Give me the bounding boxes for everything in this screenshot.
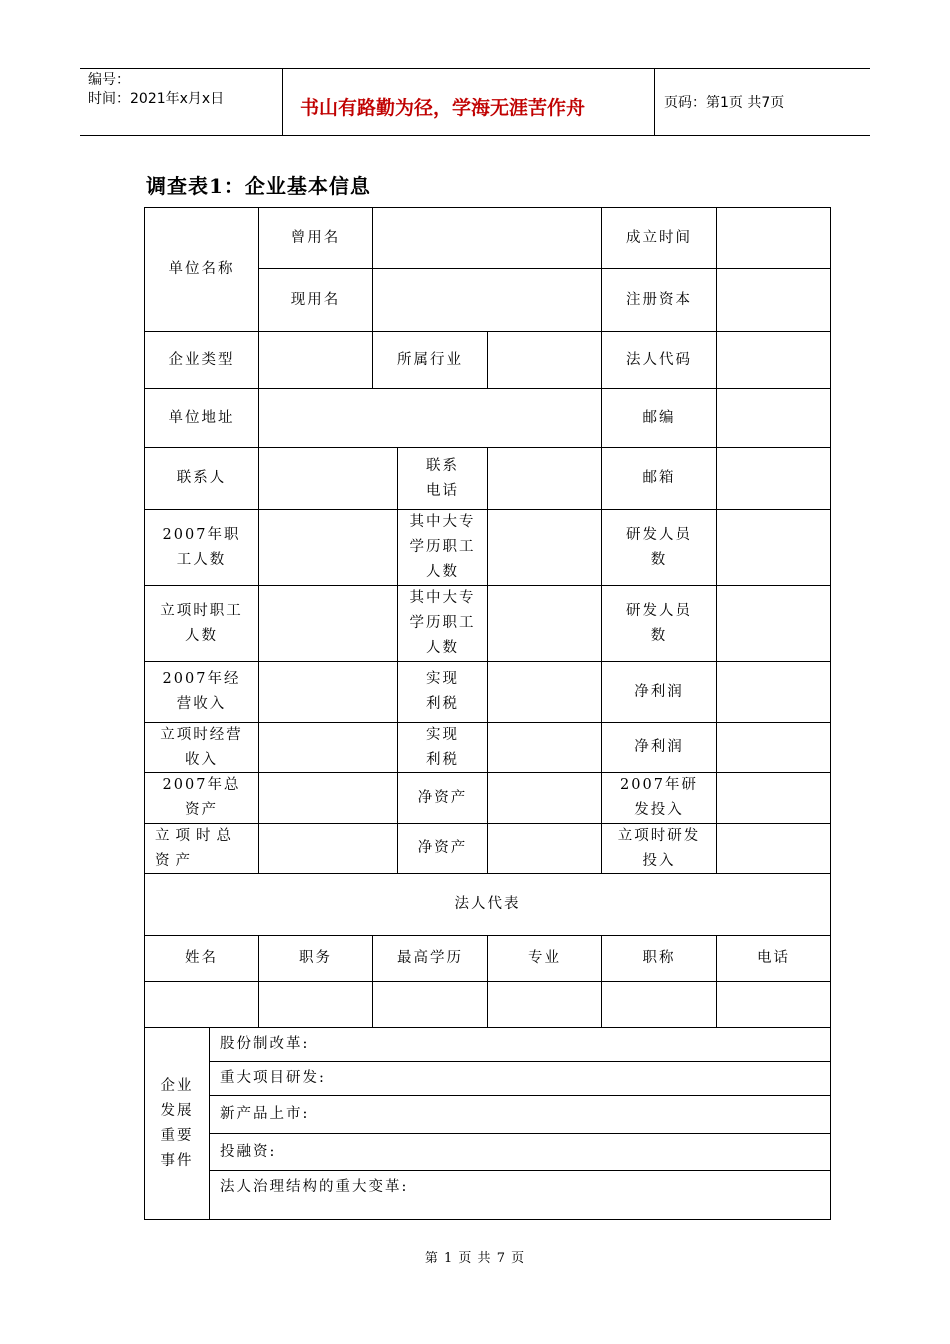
net-assets-2007-field[interactable]: [487, 772, 602, 824]
event-governance[interactable]: 法人治理结构的重大变革:: [209, 1170, 831, 1220]
time-label: 时间：2021年x月x日: [88, 91, 225, 107]
ent-type-field[interactable]: [258, 331, 373, 389]
page-info: 页码：第1页 共7页: [664, 95, 785, 111]
net-profit-2007-field[interactable]: [716, 661, 831, 723]
postcode-field[interactable]: [716, 388, 831, 448]
rep-position-field[interactable]: [258, 981, 373, 1028]
email-label: 邮箱: [601, 447, 717, 510]
college-staff-2007-label: 其中大专学历职工人数: [397, 509, 488, 586]
rd-invest-2007-field[interactable]: [716, 772, 831, 824]
rep-col-position: 职务: [258, 935, 373, 982]
rep-education-field[interactable]: [372, 981, 488, 1028]
assets-2007-field[interactable]: [258, 772, 398, 824]
net-profit-start-label: 净利润: [601, 722, 717, 773]
address-label: 单位地址: [144, 388, 259, 448]
rep-col-name: 姓名: [144, 935, 259, 982]
net-assets-start-field[interactable]: [487, 823, 602, 874]
net-assets-start-label: 净资产: [397, 823, 488, 874]
address-field[interactable]: [258, 388, 602, 448]
former-name-label: 曾用名: [258, 207, 373, 269]
ent-type-label: 企业类型: [144, 331, 259, 389]
rd-invest-start-field[interactable]: [716, 823, 831, 874]
rep-phone-field[interactable]: [716, 981, 831, 1028]
reg-capital-field[interactable]: [716, 268, 831, 332]
rep-col-phone: 电话: [716, 935, 831, 982]
net-profit-2007-label: 净利润: [601, 661, 717, 723]
assets-start-label: 立项时总资产: [144, 823, 259, 874]
revenue-2007-field[interactable]: [258, 661, 398, 723]
tax-2007-field[interactable]: [487, 661, 602, 723]
phone-label: 联系电话: [397, 447, 488, 510]
staff-2007-label: 2007年职工人数: [144, 509, 259, 586]
college-staff-start-field[interactable]: [487, 585, 602, 662]
assets-start-field[interactable]: [258, 823, 398, 874]
events-label: [144, 1027, 210, 1220]
staff-start-field[interactable]: [258, 585, 398, 662]
tax-start-label: 实现利税: [397, 722, 488, 773]
postcode-label: 邮编: [601, 388, 717, 448]
founded-label: 成立时间: [601, 207, 717, 269]
rep-major-field[interactable]: [487, 981, 602, 1028]
revenue-start-field[interactable]: [258, 722, 398, 773]
rd-staff-start-field[interactable]: [716, 585, 831, 662]
net-assets-2007-label: 净资产: [397, 772, 488, 824]
page-footer: 第 1 页 共 7 页: [424, 1251, 526, 1266]
revenue-2007-label: 2007年经营收入: [144, 661, 259, 723]
former-name-field[interactable]: [372, 207, 602, 269]
staff-2007-field[interactable]: [258, 509, 398, 586]
event-financing[interactable]: 投融资:: [209, 1133, 831, 1171]
rd-invest-start-label: 立项时研发投入: [601, 823, 717, 874]
header-divider-1: [282, 68, 283, 135]
contact-field[interactable]: [258, 447, 398, 510]
net-profit-start-field[interactable]: [716, 722, 831, 773]
tax-start-field[interactable]: [487, 722, 602, 773]
event-new-product[interactable]: 新产品上市:: [209, 1095, 831, 1134]
rep-col-major: 专业: [487, 935, 602, 982]
assets-2007-label: 2007年总资产: [144, 772, 259, 824]
current-name-field[interactable]: [372, 268, 602, 332]
phone-field[interactable]: [487, 447, 602, 510]
staff-start-label: 立项时职工人数: [144, 585, 259, 662]
college-staff-2007-field[interactable]: [487, 509, 602, 586]
legal-rep-heading: 法人代表: [144, 873, 831, 936]
legal-code-label: 法人代码: [601, 331, 717, 389]
serial-label: 编号：: [88, 72, 130, 88]
event-share-reform[interactable]: 股份制改革:: [209, 1027, 831, 1062]
industry-field[interactable]: [487, 331, 602, 389]
industry-label: 所属行业: [372, 331, 488, 389]
tax-2007-label: 实现利税: [397, 661, 488, 723]
rd-staff-start-label: 研发人员数: [601, 585, 717, 662]
header-top-rule: [80, 68, 870, 69]
reg-capital-label: 注册资本: [601, 268, 717, 332]
rep-col-title: 职称: [601, 935, 717, 982]
event-major-rd[interactable]: 重大项目研发:: [209, 1061, 831, 1096]
rep-title-field[interactable]: [601, 981, 717, 1028]
rep-col-education: 最高学历: [372, 935, 488, 982]
current-name-label: 现用名: [258, 268, 373, 332]
header-divider-2: [654, 68, 655, 135]
revenue-start-label: 立项时经营收入: [144, 722, 259, 773]
email-field[interactable]: [716, 447, 831, 510]
page-title: 调查表1：企业基本信息: [146, 174, 371, 198]
events-label-text: 企业发展重要事件: [160, 1077, 194, 1169]
rd-staff-2007-label: 研发人员数: [601, 509, 717, 586]
motto: 书山有路勤为径，学海无涯苦作舟: [300, 97, 586, 119]
rd-staff-2007-field[interactable]: [716, 509, 831, 586]
unit-name-label: 单位名称: [144, 207, 259, 332]
rd-invest-2007-label: 2007年研发投入: [601, 772, 717, 824]
legal-code-field[interactable]: [716, 331, 831, 389]
rep-name-field[interactable]: [144, 981, 259, 1028]
founded-field[interactable]: [716, 207, 831, 269]
header-bottom-rule: [80, 135, 870, 136]
college-staff-start-label: 其中大专学历职工人数: [397, 585, 488, 662]
contact-label: 联系人: [144, 447, 259, 510]
